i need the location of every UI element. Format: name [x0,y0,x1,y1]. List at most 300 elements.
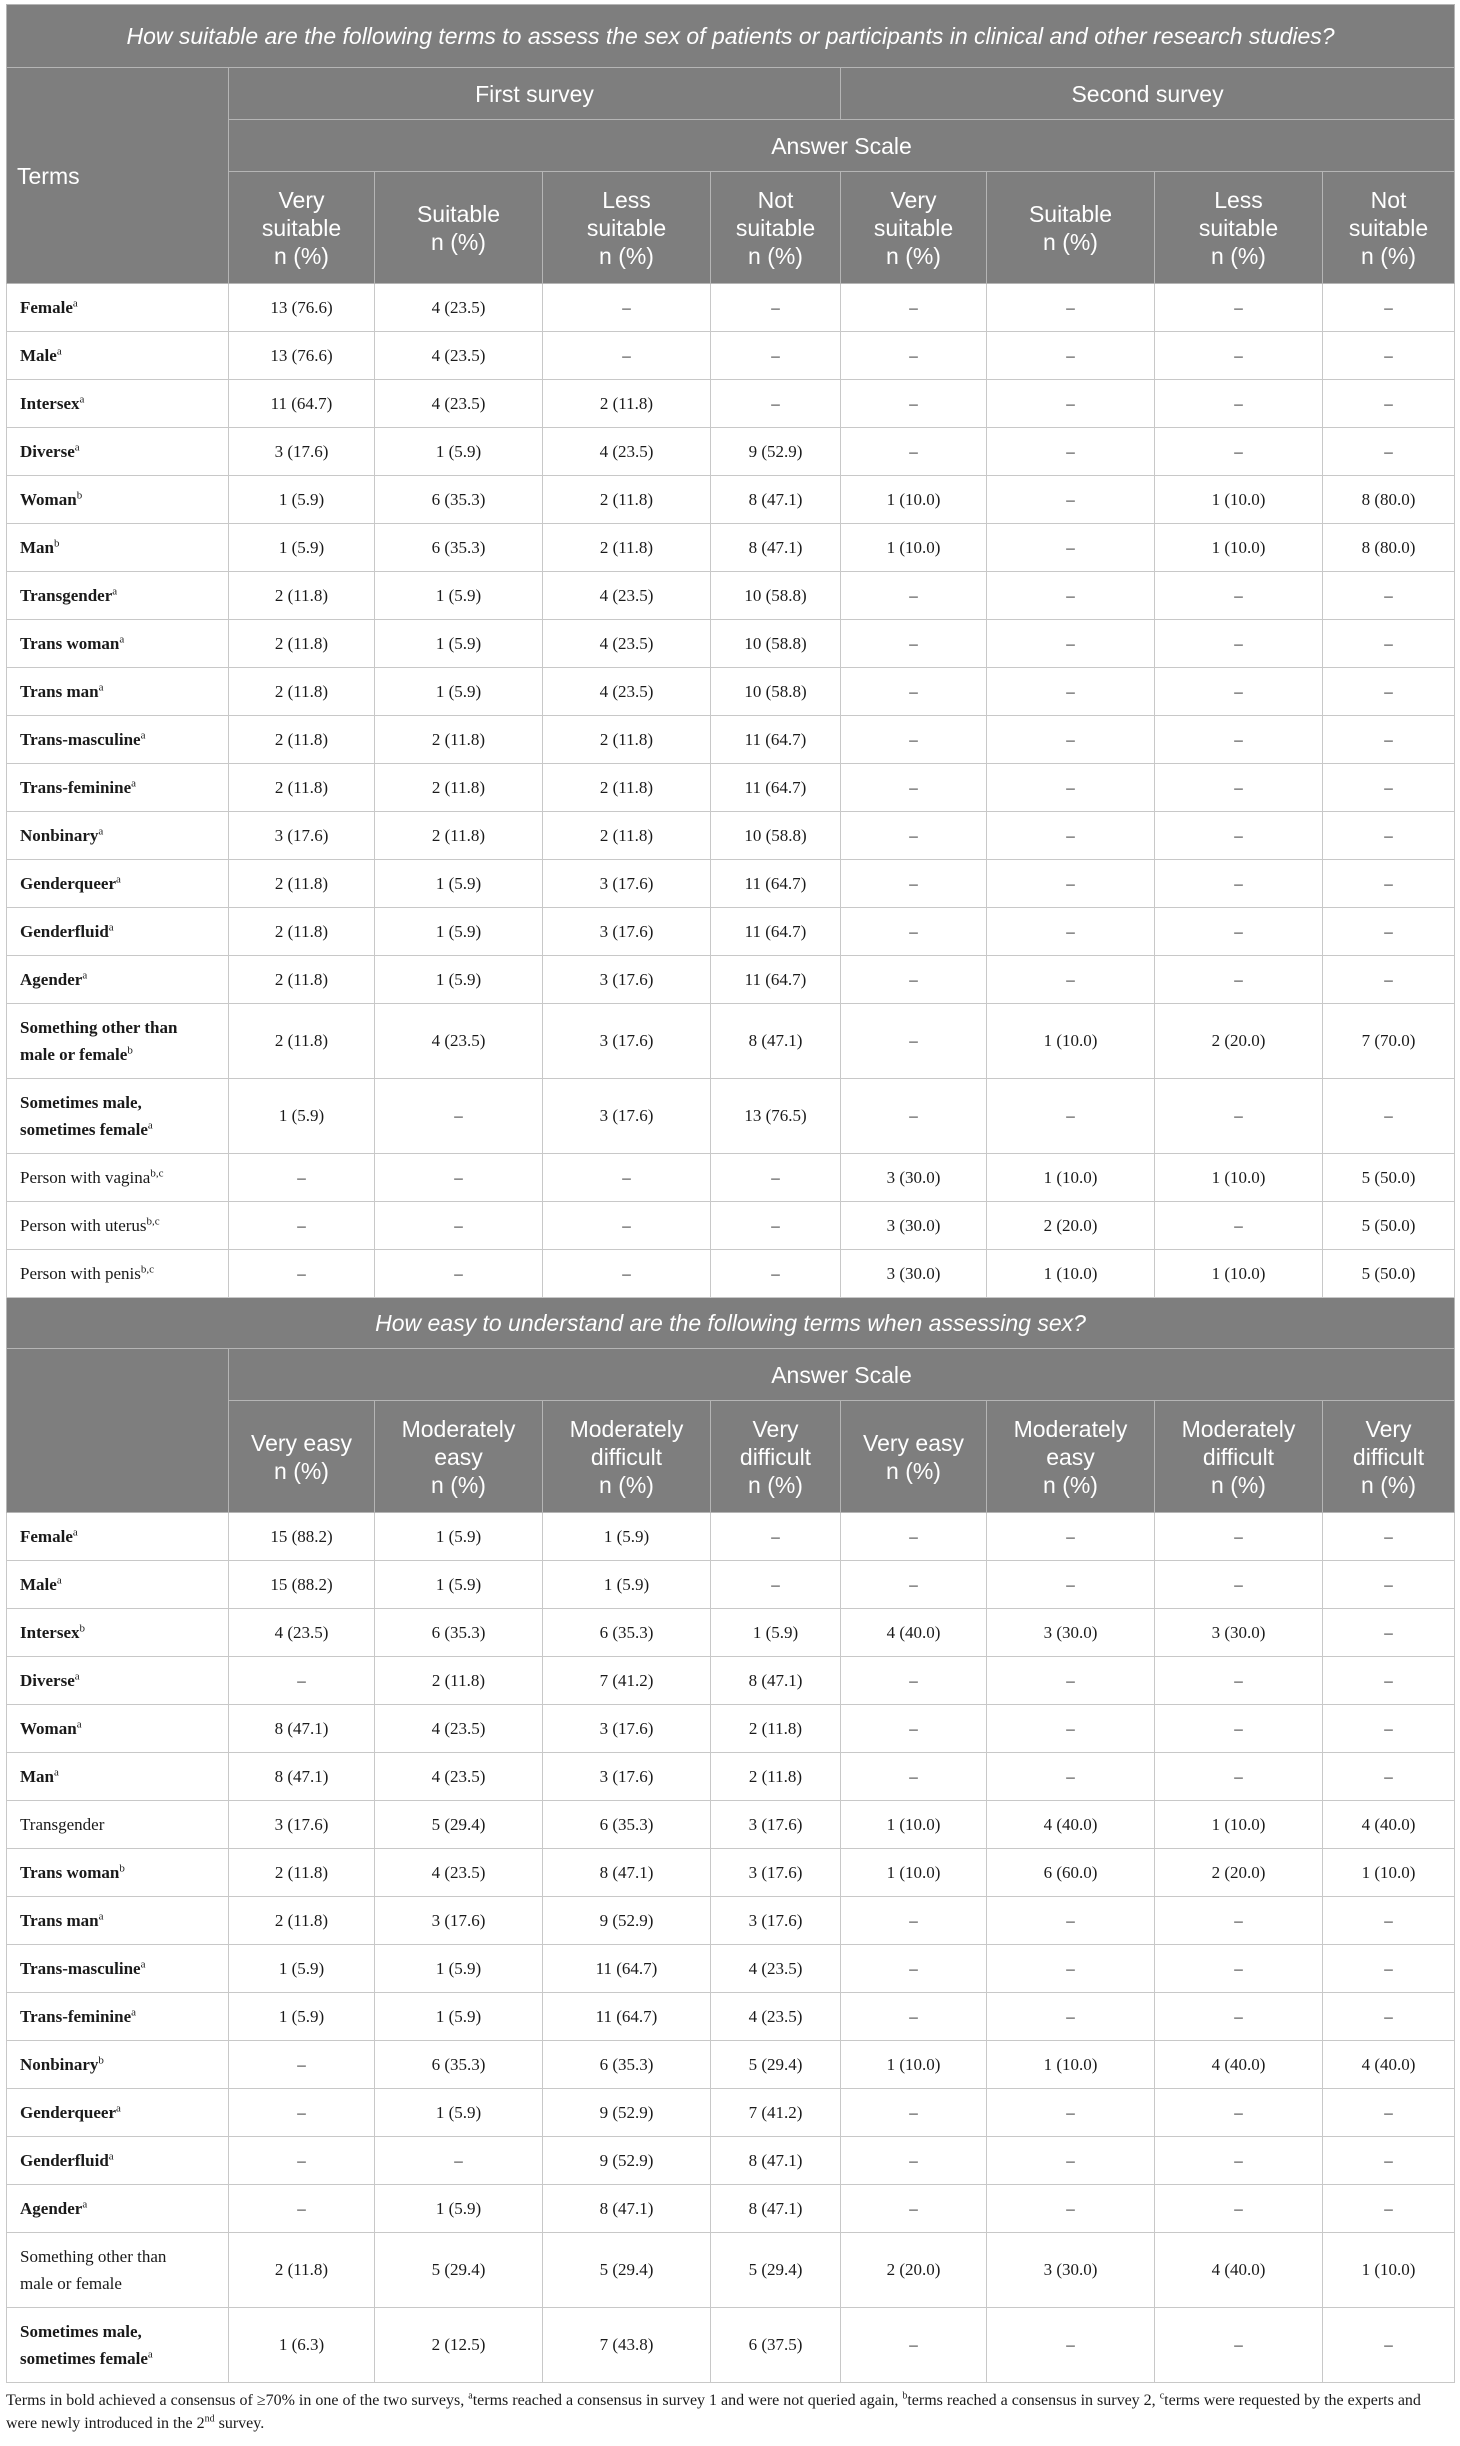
value-cell: 1 (5.9) [543,1513,711,1561]
value-cell: 4 (40.0) [1155,2233,1323,2308]
term-cell [7,1079,229,1154]
value-cell: – [1155,1202,1323,1250]
term-footnote-marker: b [127,1044,133,1057]
value-cell: – [841,1945,987,1993]
value-cell: – [1323,1657,1455,1705]
term-cell [7,476,229,524]
value-cell: 8 (80.0) [1323,524,1455,572]
column-header-line: n (%) [1361,1471,1416,1498]
column-header-line: n (%) [1361,242,1416,269]
table-row [7,812,1455,860]
value-cell: 6 (35.3) [543,2041,711,2089]
value-cell: – [1155,668,1323,716]
value-cell: 11 (64.7) [711,860,841,908]
column-header-line: suitable [1348,214,1429,241]
value-cell: 3 (17.6) [543,1753,711,1801]
value-cell: 1 (5.9) [543,1561,711,1609]
value-cell: 1 (5.9) [375,1513,543,1561]
table2-terms-column-header [7,1349,229,1513]
value-cell: – [229,2137,375,2185]
value-cell: 2 (11.8) [711,1753,841,1801]
value-cell: 1 (5.9) [229,1945,375,1993]
column-header-line: Less [1214,186,1263,213]
term-label: Woman [20,1719,77,1738]
value-cell: 2 (11.8) [229,572,375,620]
term-label: Diverse [20,442,75,461]
value-cell: – [987,764,1155,812]
first-survey-header: First survey [229,68,841,120]
term-label: Male [20,1575,57,1594]
value-cell: 4 (23.5) [543,572,711,620]
term-label: Intersex [20,394,80,413]
term-cell [7,332,229,380]
column-header-line: Very [278,186,325,213]
table-row [7,1250,1455,1298]
value-cell: 1 (10.0) [1155,1154,1323,1202]
value-cell: – [1155,2185,1323,2233]
value-cell: 2 (11.8) [229,764,375,812]
column-header-line: Not [757,186,794,213]
value-cell: – [987,2137,1155,2185]
term-cell [7,284,229,332]
value-cell: 8 (47.1) [711,2185,841,2233]
table-row [7,476,1455,524]
table-row [7,716,1455,764]
term-label: Transgender [20,586,113,605]
value-cell: 2 (12.5) [375,2308,543,2383]
footnote-sup-c: c [1159,2390,1165,2402]
value-cell: 1 (10.0) [1323,1849,1455,1897]
column-header-line: Moderately [569,1415,684,1442]
table2-answer-scale-header: Answer Scale [229,1349,1455,1401]
column-header-line: suitable [873,214,954,241]
value-cell: – [543,332,711,380]
term-cell [7,1657,229,1705]
term-footnote-marker: b,c [140,1263,155,1276]
value-cell: – [543,284,711,332]
value-cell: – [1323,1513,1455,1561]
column-header-line: Less [602,186,651,213]
value-cell: 2 (20.0) [1155,1849,1323,1897]
term-label: Trans woman [20,1863,120,1882]
value-cell: – [987,380,1155,428]
value-cell: – [375,1202,543,1250]
table-row [7,2308,1455,2383]
value-cell: 2 (11.8) [543,380,711,428]
value-cell: – [987,2185,1155,2233]
value-cell: 4 (23.5) [543,668,711,716]
column-header-line: n (%) [599,242,654,269]
column-header [987,1401,1155,1513]
value-cell: 6 (35.3) [375,1609,543,1657]
value-cell: – [1155,2089,1323,2137]
term-cell [7,908,229,956]
column-header-line: n (%) [274,1457,329,1484]
value-cell: 11 (64.7) [711,764,841,812]
value-cell: 2 (11.8) [229,908,375,956]
value-cell: 8 (80.0) [1323,476,1455,524]
value-cell: 4 (23.5) [229,1609,375,1657]
value-cell: 1 (5.9) [375,860,543,908]
value-cell: 2 (11.8) [375,716,543,764]
value-cell: – [841,428,987,476]
term-cell [7,1202,229,1250]
value-cell: 7 (70.0) [1323,1004,1455,1079]
column-header-line: n (%) [886,1457,941,1484]
value-cell: 4 (40.0) [1323,2041,1455,2089]
value-cell: – [987,860,1155,908]
term-footnote-marker: a [108,921,114,934]
term-cell [7,860,229,908]
table-row [7,1079,1455,1154]
column-header-line: n (%) [1211,1471,1266,1498]
column-header-line: difficult [1202,1443,1275,1470]
column-header [987,172,1155,284]
term-label: Trans woman [20,634,120,653]
term-footnote-marker: a [98,681,104,694]
value-cell: 3 (17.6) [543,860,711,908]
column-header-line: Suitable [416,200,501,227]
value-cell: 8 (47.1) [711,1657,841,1705]
term-cell [7,1004,229,1079]
term-label: sometimes female [20,2349,148,2368]
term-footnote-marker: b [54,537,60,550]
term-label: Trans man [20,682,99,701]
footnote-sup-a: a [468,2390,473,2402]
column-header-line: difficult [1352,1443,1425,1470]
value-cell: 4 (23.5) [711,1945,841,1993]
column-header-line: n (%) [748,1471,803,1498]
value-cell: 1 (10.0) [1155,1250,1323,1298]
value-cell: – [987,284,1155,332]
column-header [229,172,375,284]
answer-scale-header: Answer Scale [229,120,1455,172]
footnote-sup-b: b [902,2390,908,2402]
table2-body [7,1513,1455,2383]
term-footnote-marker: a [116,873,121,886]
value-cell: – [229,1250,375,1298]
value-cell: 1 (5.9) [375,2185,543,2233]
term-label: Man [20,538,54,557]
value-cell: – [987,716,1155,764]
column-header-line: suitable [586,214,667,241]
term-footnote-marker: a [140,1958,146,1971]
term-label: Person with uterus [20,1216,147,1235]
term-cell [7,1561,229,1609]
value-cell: 6 (35.3) [543,1801,711,1849]
value-cell: – [841,572,987,620]
value-cell: – [987,1561,1155,1609]
table-row [7,572,1455,620]
value-cell: 3 (17.6) [543,1004,711,1079]
value-cell: 11 (64.7) [543,1945,711,1993]
value-cell: – [841,1705,987,1753]
term-footnote-marker: b [119,1862,125,1875]
value-cell: 1 (10.0) [987,2041,1155,2089]
value-cell: 2 (11.8) [229,620,375,668]
term-footnote-marker: a [82,969,88,982]
value-cell: 5 (29.4) [711,2233,841,2308]
column-header-line: n (%) [274,242,329,269]
value-cell: 1 (5.9) [711,1609,841,1657]
table-row [7,1561,1455,1609]
value-cell: 2 (20.0) [987,1202,1155,1250]
value-cell: – [543,1202,711,1250]
value-cell: – [375,2137,543,2185]
term-label: Trans man [20,1911,99,1930]
value-cell: 4 (23.5) [375,284,543,332]
value-cell: – [841,860,987,908]
term-cell [7,2089,229,2137]
value-cell: 10 (58.8) [711,668,841,716]
value-cell: 8 (47.1) [229,1753,375,1801]
value-cell: 8 (47.1) [229,1705,375,1753]
column-header-line: suitable [735,214,816,241]
value-cell: 3 (30.0) [841,1154,987,1202]
table1-header [7,5,1455,284]
term-cell [7,764,229,812]
term-footnote-marker: b,c [150,1167,164,1180]
column-header [229,1401,375,1513]
value-cell: – [543,1250,711,1298]
column-header [841,1401,987,1513]
value-cell: – [711,332,841,380]
value-cell: 10 (58.8) [711,572,841,620]
value-cell: 2 (11.8) [543,812,711,860]
value-cell: 3 (30.0) [1155,1609,1323,1657]
term-cell [7,2137,229,2185]
value-cell: – [1155,572,1323,620]
term-cell [7,956,229,1004]
value-cell: 3 (17.6) [711,1801,841,1849]
column-header [375,1401,543,1513]
value-cell: 8 (47.1) [543,1849,711,1897]
column-header-line: Suitable [1028,200,1113,227]
value-cell: – [1155,1657,1323,1705]
results-table [6,4,1455,2383]
term-label: Something other than [20,1018,178,1037]
value-cell: – [987,1897,1155,1945]
value-cell: 5 (50.0) [1323,1250,1455,1298]
term-label: Male [20,346,57,365]
value-cell: – [1323,332,1455,380]
value-cell: – [987,1513,1155,1561]
value-cell: 2 (20.0) [1155,1004,1323,1079]
value-cell: – [1323,2308,1455,2383]
value-cell: 1 (10.0) [841,1801,987,1849]
column-header-line: Very [1365,1415,1412,1442]
value-cell: 1 (5.9) [375,956,543,1004]
term-cell [7,716,229,764]
value-cell: 2 (11.8) [229,668,375,716]
value-cell: 7 (41.2) [711,2089,841,2137]
term-label: male or female [20,1045,128,1064]
value-cell: – [1155,1993,1323,2041]
value-cell: 13 (76.5) [711,1079,841,1154]
value-cell: 1 (10.0) [1155,476,1323,524]
term-footnote-marker: a [76,1718,82,1731]
table-row [7,1897,1455,1945]
value-cell: 1 (10.0) [1323,2233,1455,2308]
value-cell: – [1155,1561,1323,1609]
term-label: Genderfluid [20,2151,109,2170]
value-cell: 1 (10.0) [987,1004,1155,1079]
value-cell: 2 (11.8) [229,1004,375,1079]
term-cell [7,1993,229,2041]
term-label: Intersex [20,1623,80,1642]
term-cell [7,2233,229,2308]
value-cell: 6 (35.3) [375,476,543,524]
table-row [7,524,1455,572]
term-cell [7,1897,229,1945]
term-label: sometimes female [20,1120,148,1139]
table-row [7,1849,1455,1897]
term-label: Genderqueer [20,874,117,893]
table-row [7,380,1455,428]
value-cell: – [1155,1705,1323,1753]
term-cell [7,1609,229,1657]
value-cell: – [1323,1945,1455,1993]
term-label: Sometimes male, [20,1093,142,1112]
value-cell: 3 (30.0) [987,2233,1155,2308]
value-cell: – [987,476,1155,524]
term-footnote-marker: a [74,1670,80,1683]
term-footnote-marker: a [147,2348,153,2361]
table-footnote [6,2389,1454,2435]
value-cell: – [1155,284,1323,332]
term-label: Agender [20,970,83,989]
value-cell: 4 (23.5) [543,428,711,476]
term-label: Person with vagina [20,1168,151,1187]
value-cell: 2 (20.0) [841,2233,987,2308]
value-cell: – [1155,956,1323,1004]
table-row [7,1202,1455,1250]
column-header-line: n (%) [599,1471,654,1498]
value-cell: 2 (11.8) [229,716,375,764]
term-label: Nonbinary [20,826,99,845]
value-cell: – [1323,908,1455,956]
value-cell: – [841,1513,987,1561]
term-cell [7,1945,229,1993]
value-cell: – [1155,812,1323,860]
table-row [7,1004,1455,1079]
value-cell: – [841,2185,987,2233]
value-cell: 4 (40.0) [1323,1801,1455,1849]
value-cell: 11 (64.7) [711,908,841,956]
table-row [7,1657,1455,1705]
value-cell: – [841,2089,987,2137]
value-cell: 8 (47.1) [711,2137,841,2185]
term-cell [7,1154,229,1202]
value-cell: – [1155,2308,1323,2383]
value-cell: – [1323,716,1455,764]
value-cell: 6 (35.3) [375,524,543,572]
second-survey-header: Second survey [841,68,1455,120]
value-cell: 4 (40.0) [841,1609,987,1657]
value-cell: 3 (30.0) [841,1250,987,1298]
value-cell: 3 (17.6) [229,812,375,860]
value-cell: – [987,668,1155,716]
value-cell: – [711,1154,841,1202]
term-footnote-marker: a [56,345,62,358]
value-cell: 2 (11.8) [229,1897,375,1945]
value-cell: 8 (47.1) [711,524,841,572]
value-cell: 1 (10.0) [841,1849,987,1897]
table-row [7,764,1455,812]
term-cell [7,1849,229,1897]
table-row [7,860,1455,908]
value-cell: – [1155,380,1323,428]
value-cell: – [987,956,1155,1004]
value-cell: 2 (11.8) [229,860,375,908]
term-footnote-marker: a [112,585,118,598]
value-cell: 4 (23.5) [375,1004,543,1079]
value-cell: 11 (64.7) [229,380,375,428]
column-header [543,172,711,284]
value-cell: 4 (23.5) [375,380,543,428]
value-cell: – [841,1897,987,1945]
value-cell: – [841,1993,987,2041]
term-footnote-marker: b [98,2054,104,2067]
term-footnote-marker: a [56,1574,62,1587]
value-cell: – [987,1945,1155,1993]
value-cell: 3 (17.6) [711,1897,841,1945]
table-row [7,1801,1455,1849]
value-cell: – [1323,1897,1455,1945]
term-cell [7,572,229,620]
column-header-line: Very [890,186,937,213]
value-cell: 3 (30.0) [841,1202,987,1250]
value-cell: – [375,1154,543,1202]
column-header-line: n (%) [1043,228,1098,255]
term-cell [7,524,229,572]
value-cell: 2 (11.8) [543,716,711,764]
value-cell: – [841,764,987,812]
value-cell: – [1155,1945,1323,1993]
footnote-sup-nd: nd [204,2413,215,2425]
value-cell: 2 (11.8) [543,524,711,572]
value-cell: – [987,620,1155,668]
value-cell: – [1323,1753,1455,1801]
value-cell: – [711,1250,841,1298]
value-cell: – [987,572,1155,620]
term-cell [7,1753,229,1801]
table-row [7,2185,1455,2233]
column-header-line: n (%) [431,1471,486,1498]
value-cell: 3 (17.6) [229,428,375,476]
table-row [7,1945,1455,1993]
value-cell: 3 (17.6) [229,1801,375,1849]
term-label: Female [20,1527,73,1546]
value-cell: – [229,2041,375,2089]
value-cell: 2 (11.8) [543,476,711,524]
value-cell: 1 (5.9) [375,668,543,716]
value-cell: – [1323,860,1455,908]
value-cell: 2 (11.8) [375,764,543,812]
value-cell: – [1155,620,1323,668]
term-label: Female [20,298,73,317]
value-cell: – [1323,956,1455,1004]
value-cell: 4 (23.5) [375,1753,543,1801]
term-label: Trans-masculine [20,730,141,749]
value-cell: – [1155,332,1323,380]
results-table-container [6,4,1454,2383]
column-header-line: Very [752,1415,799,1442]
column-header-line: n (%) [431,228,486,255]
value-cell: 8 (47.1) [711,1004,841,1079]
term-footnote-marker: a [98,1910,104,1923]
value-cell: 6 (37.5) [711,2308,841,2383]
